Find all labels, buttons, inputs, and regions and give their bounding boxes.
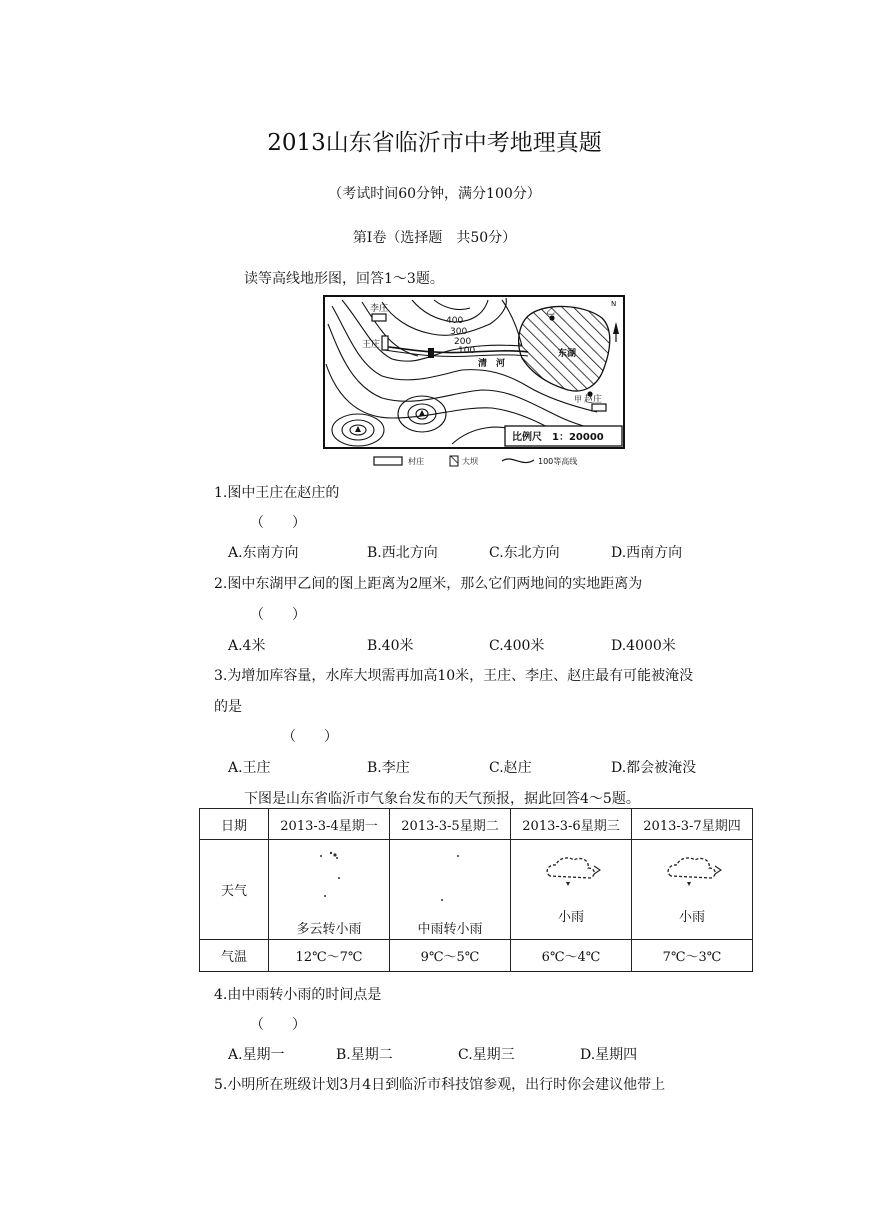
weather-cell: [269, 840, 390, 940]
legend-contour-icon: [502, 459, 534, 463]
q3-option-b: B.李庄: [367, 760, 410, 776]
exam-info: （考试时间60分钟，满分100分）: [328, 186, 541, 202]
temp-cell: 12℃～7℃: [269, 940, 390, 972]
label-contour-100: 100: [458, 346, 476, 356]
moderate-to-light-rain-icon: [420, 850, 480, 910]
label-donghu: 东湖: [558, 349, 577, 359]
section-heading: 第Ⅰ卷（选择题 共50分）: [352, 230, 517, 246]
q5-stem: 5.小明所在班级计划3月4日到临沂市科技馆参观，出行时你会建议他带上: [214, 1077, 666, 1093]
legend-village-icon: [374, 457, 402, 465]
label-contour-200: 200: [454, 337, 472, 347]
village-zhaozhuang-icon: [592, 404, 606, 411]
temp-cell: 7℃～3℃: [632, 940, 753, 972]
light-rain-icon: [536, 850, 606, 900]
label-qinghe: 清 河: [478, 359, 506, 369]
weather-desc: 小雨: [678, 910, 705, 925]
label-jia: 甲: [574, 395, 582, 404]
q2-stem: 2.图中东湖甲乙间的图上距离为2厘米，那么它们两地间的实地距离为: [214, 576, 643, 592]
q3-answer-paren: （ ）: [282, 729, 338, 745]
label-yi: 乙: [546, 307, 556, 317]
table-row: [200, 940, 753, 972]
legend-contour-label: 100等高线: [538, 457, 578, 466]
label-wangzhuang: 王庄: [362, 340, 381, 350]
contour-map: [322, 294, 626, 470]
q4-option-d: D.星期四: [580, 1047, 638, 1063]
q4-option-a: A.星期一: [228, 1047, 285, 1063]
q4-option-b: B.星期二: [336, 1047, 393, 1063]
date-cell: 2013-3-7星期四: [632, 809, 753, 840]
row-label-date: 日期: [200, 809, 269, 840]
q2-option-b: B.40米: [367, 638, 414, 654]
table-row: [200, 840, 753, 940]
q4-option-c: C.星期三: [458, 1047, 515, 1063]
label-north: N: [611, 300, 617, 308]
weather-intro: 下图是山东省临沂市气象台发布的天气预报，据此回答4～5题。: [244, 791, 640, 807]
dam-icon: [428, 348, 434, 358]
q1-answer-paren: （ ）: [250, 515, 306, 531]
date-cell: 2013-3-5星期二: [390, 809, 511, 840]
legend-village-label: 村庄: [408, 457, 424, 466]
temp-cell: 6℃～4℃: [511, 940, 632, 972]
village-lizhuang-icon: [372, 314, 386, 321]
page-title: 2013山东省临沂市中考地理真题: [267, 130, 602, 156]
table-row: [200, 809, 753, 840]
village-wangzhuang-icon: [382, 336, 388, 350]
row-label-temp: 气温: [200, 940, 269, 972]
date-cell: 2013-3-6星期三: [511, 809, 632, 840]
q4-answer-paren: （ ）: [250, 1017, 306, 1033]
weather-desc: 多云转小雨: [296, 922, 362, 937]
label-zhaozhuang: 赵庄: [584, 395, 603, 405]
legend-dam-label: 大坝: [462, 457, 478, 466]
q4-stem: 4.由中雨转小雨的时间点是: [214, 987, 382, 1003]
q1-option-c: C.东北方向: [489, 545, 560, 561]
q3-stem-line1: 3.为增加库容量，水库大坝需再加高10米，王庄、李庄、赵庄最有可能被淹没: [214, 668, 694, 684]
temp-cell: 9℃～5℃: [390, 940, 511, 972]
row-label-weather: 天气: [200, 840, 269, 940]
label-lizhuang: 李庄: [370, 304, 389, 314]
label-contour-300: 300: [450, 327, 468, 337]
label-scale: 比例尺 1：20000: [512, 432, 604, 443]
label-contour-400: 400: [446, 316, 464, 326]
q3-option-d: D.都会被淹没: [611, 760, 697, 776]
cloudy-to-light-rain-icon: [299, 850, 359, 910]
q2-option-c: C.400米: [489, 638, 545, 654]
q1-stem: 1.图中王庄在赵庄的: [214, 485, 340, 501]
q2-answer-paren: （ ）: [250, 607, 306, 623]
q3-option-c: C.赵庄: [489, 760, 532, 776]
q3-stem-line2: 的是: [214, 699, 242, 715]
map-legend: [374, 456, 577, 466]
date-cell: 2013-3-4星期一: [269, 809, 390, 840]
light-rain-icon: [657, 850, 727, 900]
weather-forecast-table: [199, 808, 753, 972]
q1-option-b: B.西北方向: [367, 545, 438, 561]
legend-dam-icon: [450, 456, 458, 466]
map-intro: 读等高线地形图，回答1～3题。: [244, 271, 444, 287]
weather-desc: 中雨转小雨: [417, 922, 483, 937]
weather-desc: 小雨: [557, 910, 584, 925]
q2-option-a: A.4米: [228, 638, 266, 654]
weather-cell: [390, 840, 511, 940]
weather-cell: [511, 840, 632, 940]
weather-cell: [632, 840, 753, 940]
q1-option-d: D.西南方向: [611, 545, 683, 561]
q1-option-a: A.东南方向: [228, 545, 299, 561]
q2-option-d: D.4000米: [611, 638, 676, 654]
q3-option-a: A.王庄: [228, 760, 271, 776]
